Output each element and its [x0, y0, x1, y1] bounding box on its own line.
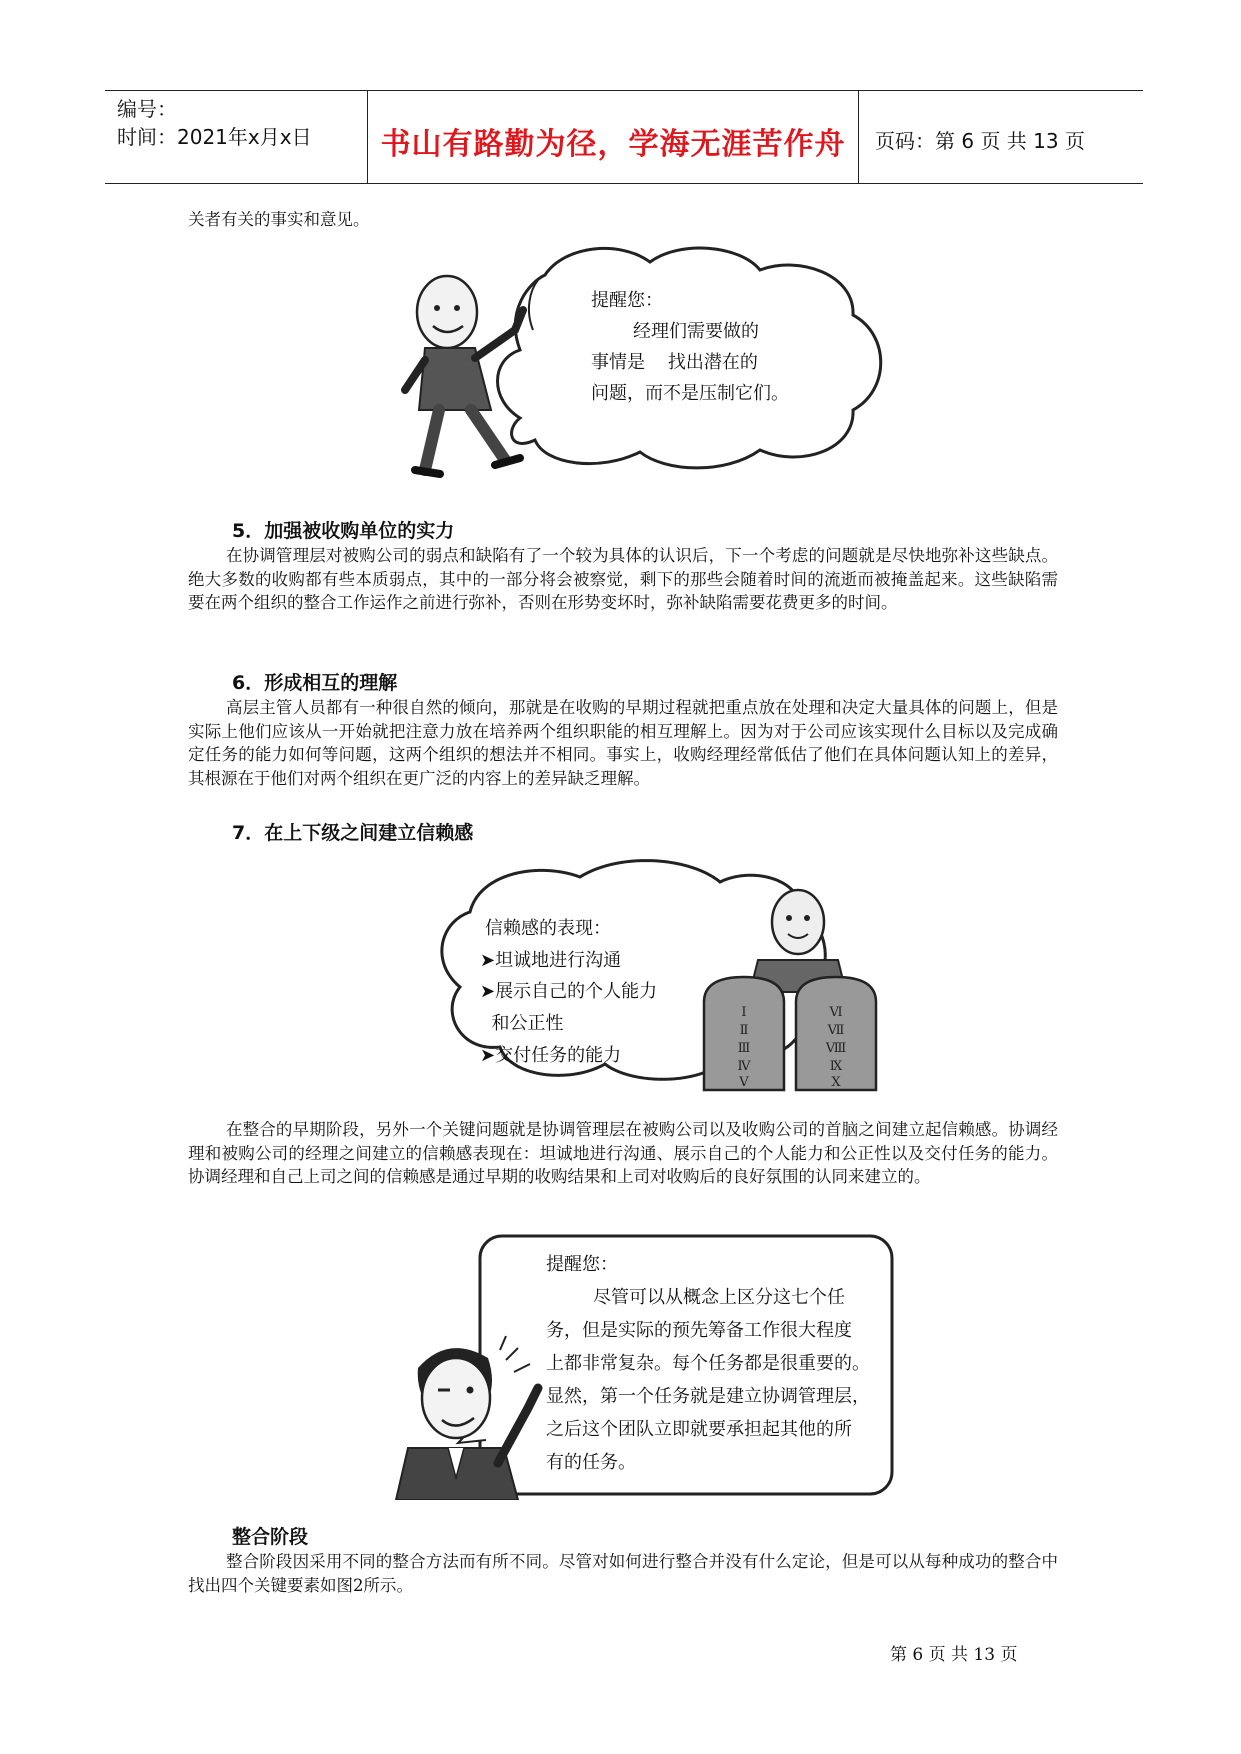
- tablet-numeral: Ⅵ: [829, 1005, 843, 1020]
- page-label: 页码：第 6 页 共 13 页: [875, 129, 1085, 153]
- bubble2-title: 信赖感的表现：: [485, 918, 611, 939]
- header-motto-cell: [368, 91, 859, 183]
- bubble3-title: 提醒您：: [546, 1254, 618, 1275]
- number-label: 编号：: [117, 97, 177, 121]
- integration-body: 整合阶段因采用不同的整合方法而有所不同。尽管对如何进行整合并没有什么定论，但是可以从每种成功的整合中找出四个关键要素如图2所示。: [188, 1552, 1058, 1595]
- bubble2-line: ➤交付任务的能力: [480, 1045, 622, 1066]
- time-label: 时间：2021年x月x日: [117, 125, 312, 149]
- man-with-tablets-icon: [696, 882, 890, 1100]
- section7-heading: 7．在上下级之间建立信赖感: [232, 822, 474, 844]
- tablet-numeral: Ⅷ: [825, 1041, 847, 1056]
- reminder-illustration-1: [395, 240, 895, 480]
- page-footer: 第 6 页 共 13 页: [890, 1645, 1018, 1665]
- trust-illustration: [430, 852, 890, 1100]
- bubble3-line: 上都非常复杂。每个任务都是很重要的。: [546, 1353, 870, 1374]
- section6-body: 高层主管人员都有一种很自然的倾向，那就是在收购的早期过程就把重点放在处理和决定大量具体的问题上，但是实际上他们应该从一开始就把注意力放在培养两个组织职能的相互理解上。因为对于公司应该实现什么目标以及完成确定任务的能力如何等问题，这两个组织的想法并不相同。事实上，收购经理经常低估了他们在具体问题认知上的差异，其根源在于他们对两个组织在更广泛的内容上的差异缺乏理解。: [188, 698, 1058, 788]
- header-meta-cell: [105, 91, 368, 183]
- bubble1-title: 提醒您：: [591, 290, 663, 311]
- section5-body: 在协调管理层对被购公司的弱点和缺陷有了一个较为具体的认识后，下一个考虑的问题就是尽快地弥补这些缺点。绝大多数的收购都有些本质弱点，其中的一部分将会被察觉，剩下的那些会随着时间的流逝而被掩盖起来。这些缺陷需要在两个组织的整合工作运作之前进行弥补，否则在形势变坏时，弥补缺陷需要花费更多的时间。: [188, 546, 1058, 612]
- bubble2-line: ➤展示自己的个人能力: [480, 981, 658, 1002]
- header-page-cell: [859, 91, 1143, 183]
- section5-heading: 5．加强被收购单位的实力: [232, 520, 455, 542]
- section7-body: 在整合的早期阶段，另外一个关键问题就是协调管理层在被购公司以及收购公司的首脑之间建立起信赖感。协调经理和被购公司的经理之间建立的信赖感表现在：坦诚地进行沟通、展示自己的个人能力和公正性以及交付任务的能力。协调经理和自己上司之间的信赖感是通过早期的收购结果和上司对收购后的良好氛围的认同来建立的。: [188, 1120, 1058, 1186]
- bubble1-line: 问题，而不是压制它们。: [591, 383, 789, 404]
- tablet-numeral: Ⅹ: [831, 1075, 841, 1090]
- tablet-numeral: Ⅰ: [741, 1005, 747, 1020]
- tablet-numeral: Ⅸ: [829, 1059, 843, 1074]
- tablet-numeral: Ⅳ: [737, 1059, 751, 1074]
- tablet-numeral: Ⅴ: [739, 1075, 749, 1090]
- bubble3-line: 务，但是实际的预先筹备工作很大程度: [546, 1320, 852, 1341]
- tablet-numeral: Ⅶ: [827, 1023, 845, 1038]
- bubble3-line: 之后这个团队立即就要承担起其他的所: [546, 1419, 852, 1440]
- bubble2-line: ➤坦诚地进行沟通: [480, 950, 622, 971]
- tablet-numeral: Ⅲ: [737, 1041, 751, 1056]
- bubble2-line: 和公正性: [480, 1013, 564, 1034]
- winking-man-icon: [388, 1328, 548, 1500]
- bubble3-line: 显然，第一个任务就是建立协调管理层，: [546, 1386, 870, 1407]
- bubble3-line: 有的任务。: [546, 1452, 636, 1473]
- page-header: [105, 90, 1143, 184]
- reminder-illustration-2: [388, 1228, 898, 1500]
- intro-line: 关者有关的事实和意见。: [188, 210, 370, 229]
- bubble3-line: 尽管可以从概念上区分这七个任: [593, 1287, 845, 1308]
- motto: 书山有路勤为径，学海无涯苦作舟: [380, 127, 846, 162]
- tablet-numeral: Ⅱ: [739, 1023, 749, 1038]
- bubble1-line: 事情是 找出潜在的: [591, 352, 758, 373]
- bubble1-line: 经理们需要做的: [633, 321, 759, 342]
- section6-heading: 6．形成相互的理解: [232, 672, 398, 694]
- running-man-icon: [395, 270, 555, 480]
- integration-heading: 整合阶段: [232, 1526, 309, 1548]
